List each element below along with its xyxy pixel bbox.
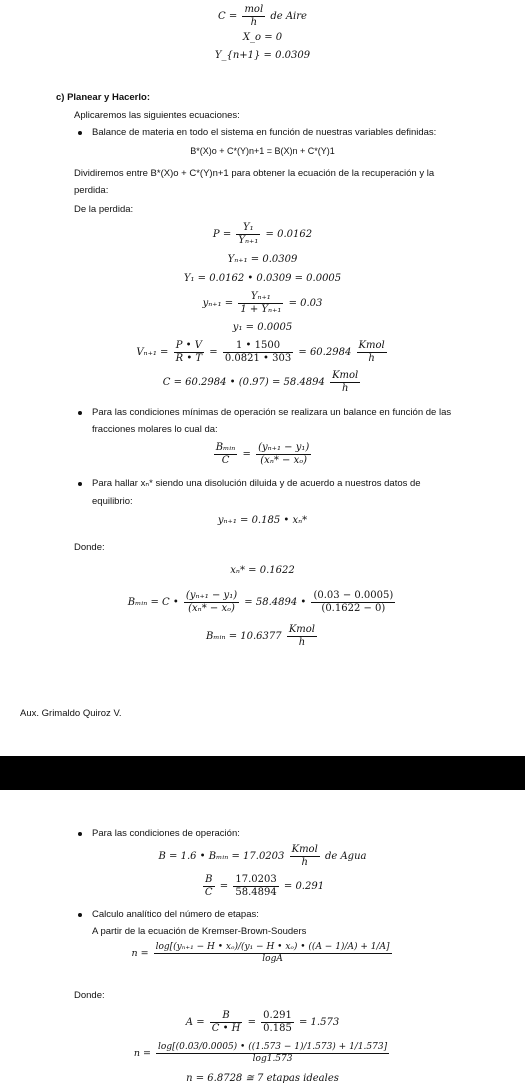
dividiremos-line-2: perdida:	[74, 185, 109, 196]
bullet-dot	[78, 411, 82, 415]
eq-bc-den-2: 58.4894	[235, 887, 277, 898]
bullet-hallar-line-2: equilibrio:	[92, 496, 133, 507]
page-separator	[0, 756, 525, 790]
eq-v-eq-2: = 60.2984	[298, 347, 352, 358]
balance-equation: B*(X)o + C*(Y)n+1 = B(X)n + C*(Y)1	[190, 146, 335, 156]
eq-c-value	[0, 370, 525, 395]
eq-a-frac-2	[261, 1010, 294, 1035]
eq-p-fraction	[236, 222, 260, 247]
eq-bmin-c-den-1: C	[221, 455, 230, 466]
bullet-min-line-2: fracciones molares lo cual da:	[92, 424, 218, 435]
eq-a-den-1: C • H	[211, 1023, 241, 1034]
eq-n2-num: log[(0.03/0.0005) • ((1.573 − 1)/1.573) + 1/1.573]	[158, 1042, 388, 1052]
eq-bc-den-1: C	[204, 887, 213, 898]
eq-c-value-den: h	[341, 383, 349, 394]
eq-small-yn1-num: Yₙ₊₁	[238, 291, 283, 304]
eq-bmin-c-frac-2	[256, 442, 311, 467]
eq-a-num-2: 0.291	[263, 1010, 292, 1021]
eq-bmin-value-den: h	[298, 637, 306, 648]
author-footer: Aux. Grimaldo Quiroz V.	[20, 708, 122, 719]
bullet-dot	[78, 131, 82, 135]
eq-b-fraction	[290, 844, 320, 869]
eq-v-frac-3	[357, 340, 387, 365]
eq-small-yn1-rhs: = 0.03	[288, 298, 323, 309]
eq-v-lhs: Vₙ₊₁ =	[136, 347, 169, 358]
eq-bmin-c-eq: =	[242, 449, 251, 460]
eq-v-eq-1: =	[209, 347, 218, 358]
eq-bmin-c-den-2: (xₙ* − xₒ)	[260, 455, 308, 466]
eq-n-kremser	[0, 942, 525, 965]
eq-c-lhs: C =	[218, 11, 238, 22]
eq-b	[0, 844, 525, 869]
eq-small-yn1	[0, 291, 525, 316]
eq-v-num-2: 1 • 1500	[223, 340, 293, 353]
eq-small-yn1-lhs: yₙ₊₁ =	[202, 298, 234, 309]
eq-v-den-3: h	[368, 353, 375, 364]
eq-c-fraction	[242, 4, 265, 29]
eq-small-yn1-den: 1 + Yₙ₊₁	[240, 304, 282, 315]
bullet-dot	[78, 482, 82, 486]
eq-bmin-calc-lhs: Bₘᵢₙ = C •	[127, 597, 179, 608]
bullet-min-line-1: Para las condiciones mínimas de operación se realizara un balance en función de las	[92, 407, 452, 418]
eq-bmin-calc	[0, 590, 525, 615]
eq-b-num: Kmol	[291, 844, 318, 855]
eq-a-rhs: = 1.573	[299, 1017, 340, 1028]
eq-bc-frac-1	[203, 874, 215, 899]
eq-c-value-lhs: C = 60.2984 • (0.97) = 58.4894	[162, 377, 325, 388]
eq-y1-product: Y₁ = 0.0162 • 0.0309 = 0.0005	[183, 273, 342, 284]
bullet-dot	[78, 913, 82, 917]
eq-bmin-over-c	[0, 442, 525, 467]
section-c-title: c) Planear y Hacerlo:	[56, 92, 150, 103]
eq-v-den-2: 0.0821 • 303	[224, 353, 292, 364]
eq-a-frac-1	[210, 1010, 243, 1035]
eq-v-frac-2	[223, 340, 293, 365]
aplicaremos-text: Aplicaremos las siguientes ecuaciones:	[74, 110, 240, 121]
eq-v-frac-1	[174, 340, 204, 365]
eq-c-num: mol	[244, 4, 264, 15]
bullet-balance-text: Balance de materia en todo el sistema en función de nuestras variables definidas:	[92, 127, 437, 138]
eq-bmin-calc-frac-1	[184, 590, 239, 615]
eq-a	[0, 1010, 525, 1035]
eq-small-y1: y₁ = 0.0005	[232, 322, 293, 333]
eq-v-den-1: R • T	[175, 353, 203, 364]
donde-label-2: Donde:	[74, 990, 105, 1001]
eq-n2-fraction	[156, 1042, 389, 1065]
eq-yn1: Yₙ₊₁ = 0.0309	[227, 254, 298, 265]
eq-bmin-value-fraction	[287, 624, 317, 649]
eq-p-lhs: P =	[212, 229, 232, 240]
eq-bc-num-2: 17.0203	[235, 874, 277, 885]
bullet-dot	[78, 832, 82, 836]
eq-small-yn1-fraction	[238, 291, 283, 316]
eq-b-over-c	[0, 874, 525, 899]
eq-bc-rhs: = 0.291	[283, 881, 325, 892]
eq-bmin-calc-num-2: (0.03 − 0.0005)	[313, 590, 394, 601]
eq-bc-eq: =	[219, 881, 229, 892]
eq-xn-value: xₙ* = 0.1622	[230, 565, 295, 576]
eq-n-fraction	[154, 942, 392, 965]
eq-v	[0, 340, 525, 365]
eq-a-num-1: B	[210, 1010, 243, 1023]
bullet-etapas: Calculo analítico del número de etapas:	[92, 909, 259, 920]
eq-c-value-fraction	[330, 370, 360, 395]
eq-bmin-c-frac-1	[214, 442, 238, 467]
kremser-text: A partir de la ecuación de Kremser-Brown-Souders	[92, 926, 307, 937]
eq-c-definition	[0, 4, 525, 29]
eq-bmin-calc-num-1: (yₙ₊₁ − y₁)	[185, 590, 238, 601]
eq-equilibrium: yₙ₊₁ = 0.185 • xₙ*	[217, 515, 308, 526]
eq-a-lhs: A =	[185, 1017, 205, 1028]
eq-yn1-top: Y_{n+1} = 0.0309	[214, 50, 311, 61]
dividiremos-line-1: Dividiremos entre B*(X)o + C*(Y)n+1 para obtener la ecuación de la recuperación y la	[74, 168, 435, 179]
eq-xo: X_o = 0	[242, 32, 283, 43]
page-2	[0, 790, 525, 1091]
eq-n-numeric	[0, 1042, 525, 1065]
donde-label: Donde:	[74, 542, 105, 553]
eq-n-num: log[(yₙ₊₁ − H • xₒ)/(y₁ − H • xₒ) • ((A − 1)/A) + 1/A]	[155, 942, 390, 952]
eq-bmin-value-lhs: Bₘᵢₙ = 10.6377	[206, 631, 282, 642]
eq-c-den: h	[250, 17, 258, 28]
eq-result: n = 6.8728 ≅ 7 etapas ideales	[186, 1073, 339, 1084]
eq-c-rhs: de Aire	[270, 11, 307, 22]
eq-n-lhs: n =	[131, 948, 149, 959]
de-la-perdida: De la perdida:	[74, 204, 134, 215]
eq-bmin-value	[0, 624, 525, 649]
eq-bmin-c-num-2: (yₙ₊₁ − y₁)	[258, 442, 310, 453]
eq-b-den: h	[301, 857, 308, 868]
eq-c-value-num: Kmol	[332, 370, 359, 381]
eq-a-eq: =	[247, 1017, 256, 1028]
bullet-hallar-line-1: Para hallar xₙ* siendo una disolución diluida y de acuerdo a nuestros datos de	[92, 478, 421, 489]
bullet-operacion: Para las condiciones de operación:	[92, 828, 240, 839]
eq-bc-num-1: B	[203, 874, 215, 887]
eq-bmin-calc-den-1: (xₙ* − xₒ)	[188, 603, 235, 614]
eq-p	[0, 222, 525, 247]
eq-n2-den: log1.573	[252, 1054, 293, 1064]
eq-bc-frac-2	[233, 874, 278, 899]
eq-v-num-3: Kmol	[358, 340, 385, 351]
eq-p-den: Yₙ₊₁	[238, 235, 259, 246]
eq-bmin-calc-mid: = 58.4894 •	[244, 597, 307, 608]
eq-v-num-1: P • V	[174, 340, 204, 353]
eq-n2-lhs: n =	[133, 1048, 151, 1059]
eq-b-lhs: B = 1.6 • Bₘᵢₙ = 17.0203	[158, 851, 285, 862]
eq-p-rhs: = 0.0162	[265, 229, 313, 240]
eq-n-den: logA	[262, 954, 283, 964]
eq-bmin-value-num: Kmol	[288, 624, 315, 635]
eq-b-rhs: de Agua	[324, 851, 367, 862]
eq-p-num: Y₁	[236, 222, 260, 235]
eq-bmin-calc-den-2: (0.1622 − 0)	[321, 603, 386, 614]
eq-a-den-2: 0.185	[263, 1023, 292, 1034]
eq-bmin-calc-frac-2	[311, 590, 395, 615]
eq-bmin-c-num-1: Bₘᵢₙ	[215, 442, 236, 453]
